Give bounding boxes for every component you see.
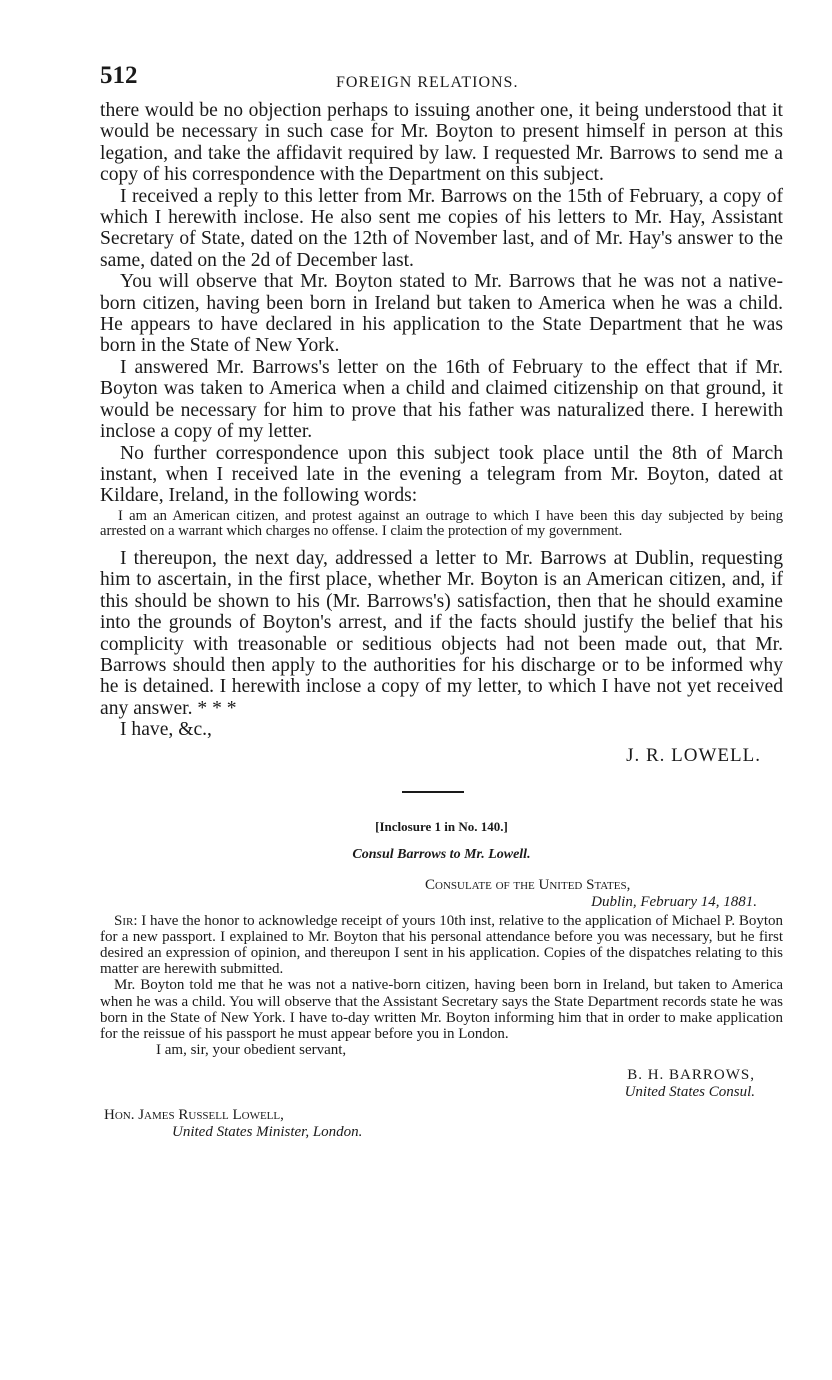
signature: J. R. LOWELL. — [626, 744, 761, 766]
address-line: Consulate of the United States, — [425, 876, 631, 893]
telegram-quote — [100, 509, 783, 540]
body-paragraph: I thereupon, the next day, addressed a letter to Mr. Barrows at Dublin, requesting him to ascertain, in the first place, whether Mr. Boyton is an American citizen, and, if this should be shown to his (Mr. Barrows's) satisfaction, then that he should examine into the grounds of Boyton's arrest, and if the facts should justify the belief that his complicity with treasonable or seditious objects had not been made out, that Mr. Barrows should then apply to the authorities for his discharge or to be informed why he is detained. I herewith inclose a copy of my letter, to which I have not yet received any answer. * * * — [100, 547, 783, 719]
signer-name: B. H. BARROWS, — [627, 1067, 755, 1084]
salutation: Sir: — [114, 912, 138, 929]
body-paragraph: You will observe that Mr. Boyton stated to Mr. Barrows that he was not a native-born citizen, having been born in Ireland but taken to America when he was a child. He appears to have declared in his application to the State Department that he was born in the State of New York. — [100, 271, 783, 357]
consul-signature — [100, 1067, 783, 1101]
page-header — [100, 58, 783, 100]
addressee-name: Hon. James Russell Lowell, — [104, 1107, 284, 1124]
body-paragraph: there would be no objection perhaps to issuing another one, it being understood that it would be necessary in such case for Mr. Boyton to present himself in person at this legation, and take the affidavit required by law. I requested Mr. Barrows to send me a copy of his correspondence with the Department on this subject. — [100, 100, 783, 186]
enclosure-body — [100, 913, 783, 1043]
main-body-continued — [100, 548, 783, 741]
section-divider — [402, 791, 464, 793]
enclosure-paragraph: Mr. Boyton told me that he was not a native-born citizen, having been born in Ireland, but taken to America when he was a child. You will observe that the Assistant Secretary says the State Department records state he was born in the State of New York. I have to-day written Mr. Boyton informing him that in order to make application for the reissue of his passport he must appear before you in London. — [100, 977, 783, 1042]
enclosure-heading: [Inclosure 1 in No. 140.] — [375, 818, 508, 834]
addressee-title: United States Minister, London. — [172, 1124, 363, 1141]
page-number: 512 — [100, 62, 138, 89]
address-date: Dublin, February 14, 1881. — [591, 893, 757, 910]
quote-text: I am an American citizen, and protest against an outrage to which I have been this day subjected by being arrested on a warrant which charges no offense. I claim the protection of my government. — [100, 507, 783, 540]
letter-closing: I have, &c., — [120, 719, 212, 741]
body-paragraph: I answered Mr. Barrows's letter on the 16th of February to the effect that if Mr. Boyton was taken to America when a child and claimed citizenship on that ground, it would be necessary for him to prove that his father was naturalized there. I herewith inclose a copy of my letter. — [100, 356, 783, 443]
consulate-address — [100, 877, 783, 911]
addressee — [100, 1107, 783, 1141]
body-paragraph: No further correspondence upon this subject took place until the 8th of March instant, when I received late in the evening a telegram from Mr. Boyton, dated at Kildare, Ireland, in the following words: — [100, 442, 783, 507]
enclosure-title: Consul Barrows to Mr. Lowell. — [352, 846, 531, 862]
body-paragraph: I received a reply to this letter from Mr. Barrows on the 15th of February, a copy of which I herewith inclose. He also sent me copies of his letters to Mr. Hay, Assistant Secretary of State, dated on the 12th of November last, and of Mr. Hay's answer to the same, dated on the 2d of December last. — [100, 185, 783, 271]
enclosure-paragraph — [100, 913, 783, 978]
enclosure-closing: I am, sir, your obedient servant, — [156, 1042, 347, 1059]
enclosure-paragraph-text: I have the honor to acknowledge receipt of yours 10th inst, relative to the application of Michael P. Boyton for a new passport. I explained to Mr. Boyton that his personal attendance before you was necessary, but he first desired an expression of opinion, and thereupon I sent in his application. Copies of the dispatches relating to this matter are herewith submitted. — [100, 912, 784, 978]
document-page — [100, 58, 783, 1141]
main-body — [100, 100, 783, 507]
running-head: FOREIGN RELATIONS. — [336, 74, 519, 91]
signer-title: United States Consul. — [624, 1084, 755, 1101]
